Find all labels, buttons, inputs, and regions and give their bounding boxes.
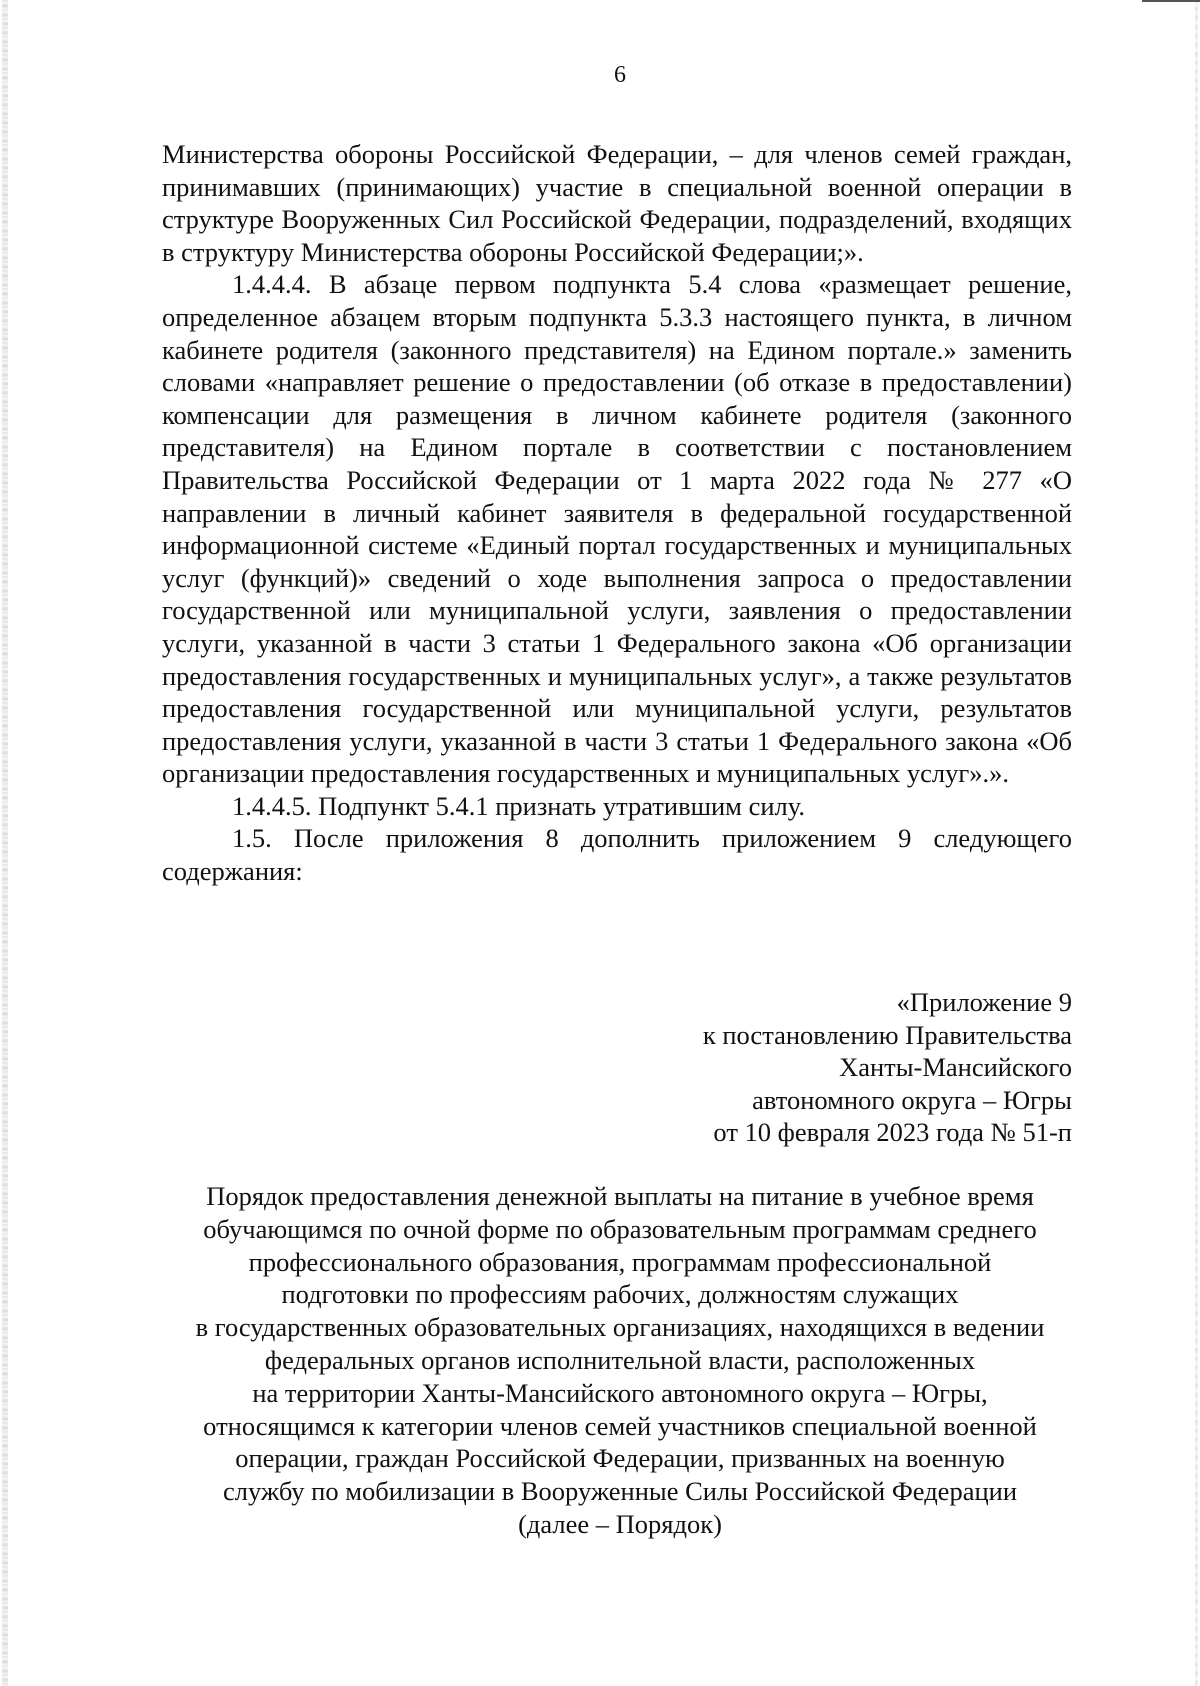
paragraph: 1.4.4.4. В абзаце первом подпункта 5.4 слова «размещает решение, определенное абзацем вторым подпункта 5.3.3 настоящего пункта, в личном кабинете родителя (законного представителя) на Едином портале.» заменить словами «направляет решение о предоставлении (об отказе в предоставлении) компенсации для размещения в личном кабинете родителя (законного представителя) на Едином портале в соответствии с постановлением Правительства Российской Федерации от 1 марта 2022 года № 277 «О направлении в личный кабинет заявителя в федеральной государственной информационной системе «Единый портал государственных и муниципальных услуг (функций)» сведений о ходе выполнения запроса о предоставлении государственной или муниципальной услуги, заявления о предоставлении услуги, указанной в части 3 статьи 1 Федерального закона «Об организации предоставления государственных и муниципальных услуг», а также результатов предоставления государственной или муниципальной услуги, результатов предоставления услуги, указанной в части 3 статьи 1 Федерального закона «Об организации предоставления государственных и муниципальных услуг».». [162, 269, 1072, 789]
title-line: подготовки по профессиям рабочих, должностям служащих [281, 1279, 959, 1310]
appendix-header-line: «Приложение 9 [896, 987, 1072, 1017]
title-line: Порядок предоставления денежной выплаты на питание в учебное время [206, 1181, 1034, 1211]
title-line: службу по мобилизации в Вооруженные Силы Российской Федерации [222, 1476, 1018, 1507]
appendix-header-line: Ханты-Мансийского [839, 1052, 1072, 1083]
scan-edge-left [2, 0, 8, 1686]
page-number: 6 [614, 62, 626, 88]
title-line: операции, граждан Российской Федерации, призванных на военную [235, 1443, 1005, 1474]
title-line: (далее – Порядок) [518, 1508, 722, 1539]
paragraph: Министерства обороны Российской Федерации, – для членов семей граждан, принимавших (принимающих) участие в специальной военной операции в структуре Вооруженных Сил Российской Федерации, подразделений, входящих в структуру Министерства обороны Российской Федерации;». [162, 139, 1072, 267]
title-line: относящимся к категории членов семей участников специальной военной [203, 1410, 1037, 1441]
document-title [140, 1180, 1100, 1541]
title-line: федеральных органов исполнительной власти, расположенных [264, 1344, 976, 1375]
appendix-header-line: от 10 февраля 2023 года № 51-п [713, 1117, 1072, 1148]
title-line: на территории Ханты-Мансийского автономного округа – Югры, [252, 1377, 988, 1408]
scan-edge-right [1195, 0, 1198, 1686]
appendix-header [572, 986, 1072, 1149]
paragraph: 1.5. После приложения 8 дополнить приложением 9 следующего содержания: [162, 823, 1072, 887]
title-line: обучающимся по очной форме по образовательным программам среднего [203, 1213, 1037, 1244]
appendix-header-line: автономного округа – Югры [752, 1084, 1072, 1115]
scan-corner-mark [1142, 0, 1200, 2]
title-line: профессионального образования, программам профессиональной [248, 1246, 992, 1277]
body-text [162, 138, 1072, 888]
paragraph: 1.4.4.5. Подпункт 5.4.1 признать утратившим силу. [232, 790, 805, 821]
title-line: в государственных образовательных организациях, находящихся в ведении [195, 1312, 1045, 1343]
appendix-header-line: к постановлению Правительства [702, 1019, 1072, 1050]
